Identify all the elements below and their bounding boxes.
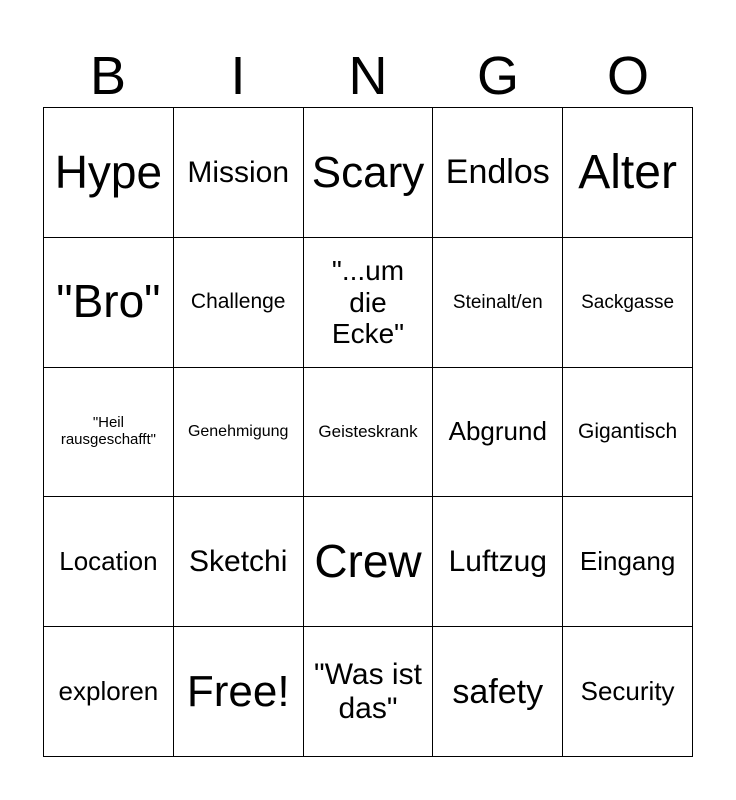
cell-label: safety (452, 672, 544, 711)
bingo-cell[interactable] (433, 627, 563, 757)
bingo-cell[interactable] (433, 108, 563, 238)
cell-label: Sketchi (189, 544, 288, 578)
cell-label: Genehmigung (187, 423, 289, 441)
cell-label: Luftzug (448, 544, 547, 578)
cell-label: Free! (186, 666, 290, 716)
cell-label: Security (580, 676, 675, 707)
bingo-cell[interactable] (174, 627, 304, 757)
cell-label: Eingang (579, 546, 676, 577)
cell-label: Endlos (445, 153, 550, 192)
bingo-cell[interactable] (174, 108, 304, 238)
header-letter-o: O (606, 46, 649, 106)
cell-label: Crew (314, 535, 422, 588)
bingo-cell[interactable] (44, 238, 174, 368)
cell-label: Challenge (190, 290, 286, 314)
bingo-cell[interactable] (44, 497, 174, 627)
header-letter-g: G (476, 46, 519, 106)
bingo-board (43, 107, 693, 757)
bingo-cell[interactable] (304, 108, 434, 238)
bingo-cell[interactable] (563, 368, 693, 498)
bingo-cell[interactable] (44, 368, 174, 498)
bingo-cell[interactable] (304, 627, 434, 757)
bingo-cell[interactable] (174, 497, 304, 627)
bingo-cell[interactable] (304, 497, 434, 627)
cell-label: "Heil rausgeschafft" (60, 414, 156, 448)
cell-label: Scary (311, 147, 425, 197)
bingo-cell[interactable] (433, 238, 563, 368)
cell-label: "...um die Ecke" (331, 255, 405, 349)
bingo-cell[interactable] (174, 238, 304, 368)
bingo-cell[interactable] (563, 497, 693, 627)
bingo-cell[interactable] (563, 627, 693, 757)
header-letter-b: B (89, 46, 127, 106)
cell-label: Location (59, 546, 158, 577)
bingo-cell[interactable] (304, 368, 434, 498)
cell-label: exploren (58, 676, 159, 707)
bingo-cell[interactable] (563, 108, 693, 238)
cell-label: "Was ist das" (314, 658, 422, 725)
cell-label: Mission (187, 155, 290, 189)
bingo-cell[interactable] (44, 108, 174, 238)
bingo-cell[interactable] (563, 238, 693, 368)
bingo-cell[interactable] (304, 238, 434, 368)
bingo-cell[interactable] (433, 497, 563, 627)
cell-label: "Bro" (56, 275, 161, 328)
bingo-cell[interactable] (174, 368, 304, 498)
cell-label: Sackgasse (581, 291, 675, 313)
cell-label: Alter (578, 145, 677, 199)
cell-label: Geisteskrank (318, 422, 418, 442)
bingo-cell[interactable] (44, 627, 174, 757)
cell-label: Steinalt/en (452, 291, 543, 313)
cell-label: Gigantisch (577, 420, 678, 444)
header-letter-i: I (230, 46, 246, 106)
cell-label: Hype (54, 145, 163, 198)
bingo-cell[interactable] (433, 368, 563, 498)
header-letter-n: N (348, 46, 388, 106)
cell-label: Abgrund (448, 416, 547, 447)
bingo-header (43, 46, 693, 106)
